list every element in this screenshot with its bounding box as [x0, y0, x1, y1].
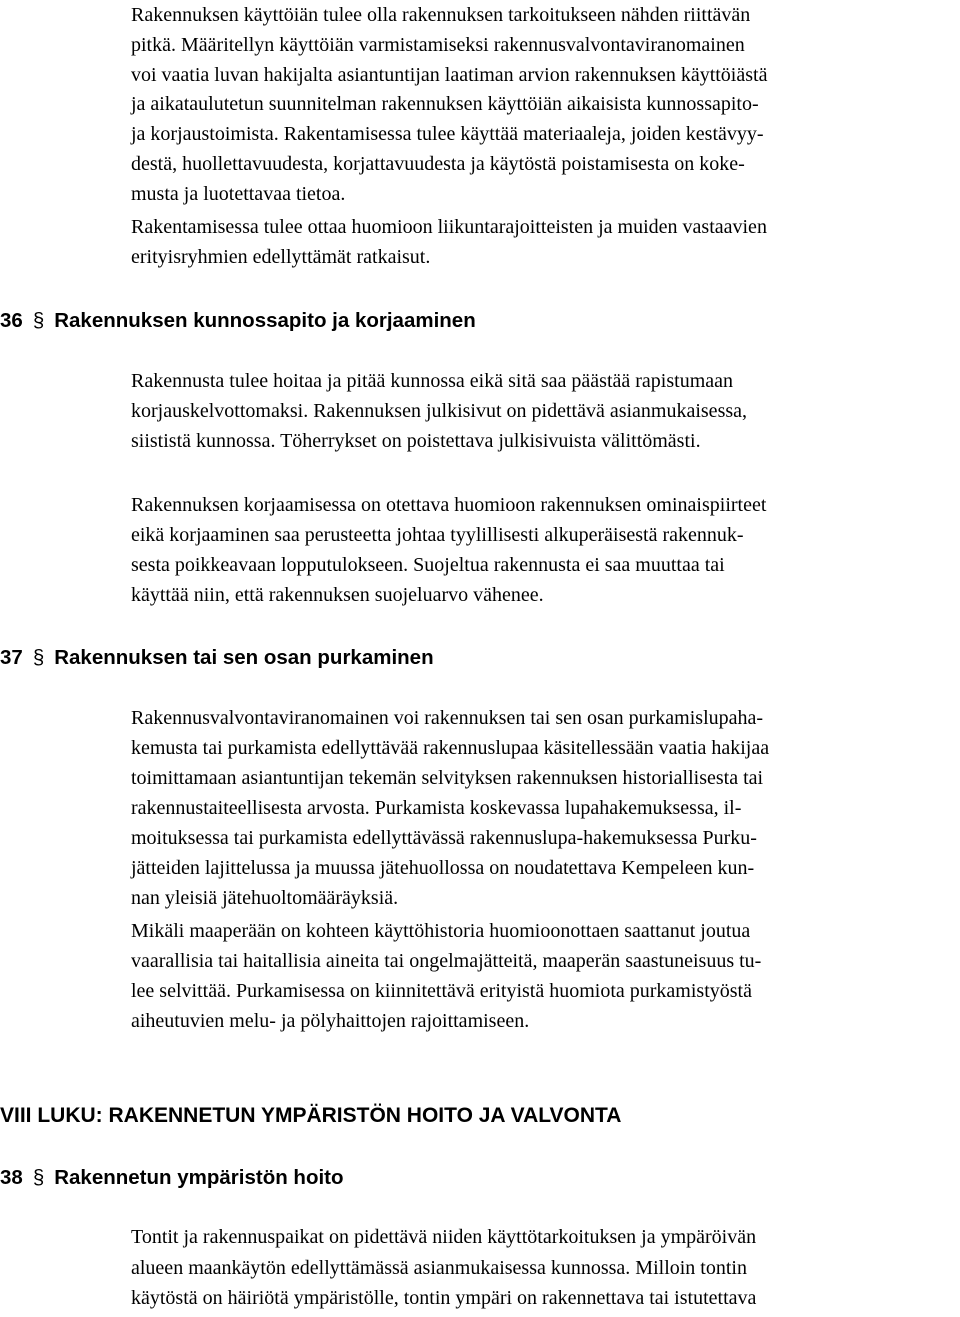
section-number: 36 [0, 309, 23, 332]
text-line: rakennustaiteellisesta arvosta. Purkamista koskevassa lupahakemuksessa, il- [131, 797, 742, 819]
section-symbol: § [32, 646, 45, 669]
section-symbol: § [32, 1166, 45, 1189]
text-line: Tontit ja rakennuspaikat on pidettävä niiden käyttötarkoituksen ja ympäröivän [131, 1226, 757, 1248]
text-line: käytöstä on häiriötä ympäristölle, tontin ympäri on rakennettava tai istutettava [131, 1287, 757, 1309]
text-line: jätteiden lajittelussa ja muussa jätehuollossa on noudatettava Kempeleen kun- [131, 857, 755, 879]
text-line: Rakennuksen käyttöiän tulee olla rakennuksen tarkoitukseen nähden riittävän [131, 4, 751, 26]
text-line: aiheutuvien melu- ja pölyhaittojen rajoittamiseen. [131, 1010, 530, 1032]
section-heading-38 [0, 1163, 344, 1193]
text-line: Rakentamisessa tulee ottaa huomioon liikuntarajoitteisten ja muiden vastaavien [131, 216, 767, 238]
text-line: erityisryhmien edellyttämät ratkaisut. [131, 246, 431, 268]
text-line: Mikäli maaperään on kohteen käyttöhistoria huomioonottaen saattanut joutua [131, 920, 751, 942]
text-line: siististä kunnossa. Töherrykset on poistettava julkisivuista välittömästi. [131, 430, 701, 452]
text-line: vaarallisia tai haitallisia aineita tai ongelmajätteitä, maaperän saastuneisuus tu- [131, 950, 762, 972]
text-line: ja aikataulutetun suunnitelman rakennuksen käyttöiän aikaisista kunnossapito- [131, 93, 759, 115]
text-line: ja korjaustoimista. Rakentamisessa tulee käyttää materiaaleja, joiden kestävyy- [131, 123, 764, 145]
text-line: voi vaatia luvan hakijalta asiantuntijan laatiman arvion rakennuksen käyttöiästä [131, 64, 768, 86]
text-line: destä, huollettavuudesta, korjattavuudesta ja käytöstä poistamisesta on koke- [131, 153, 745, 175]
text-line: moituksessa tai purkamista edellyttävässä rakennuslupa-hakemuksessa Purku- [131, 827, 757, 849]
text-line: sesta poikkeavaan lopputulokseen. Suojeltua rakennusta ei saa muuttaa tai [131, 554, 725, 576]
section-number: 38 [0, 1166, 23, 1189]
chapter-heading: VIII LUKU: RAKENNETUN YMPÄRISTÖN HOITO JA VALVONTA [0, 1104, 622, 1127]
text-line: Rakennusta tulee hoitaa ja pitää kunnossa eikä sitä saa päästää rapistumaan [131, 370, 734, 392]
text-line: Rakennuksen korjaamisessa on otettava huomioon rakennuksen ominaispiirteet [131, 494, 767, 516]
text-line: pitkä. Määritellyn käyttöiän varmistamiseksi rakennusvalvontaviranomainen [131, 34, 745, 56]
section-title: Rakennetun ympäristön hoito [54, 1166, 344, 1189]
text-line: kemusta tai purkamista edellyttävää rakennuslupaa käsitellessään vaatia hakijaa [131, 737, 770, 759]
section-number: 37 [0, 646, 23, 669]
section-heading-36 [0, 306, 476, 336]
section-title: Rakennuksen kunnossapito ja korjaaminen [54, 309, 476, 332]
section-title: Rakennuksen tai sen osan purkaminen [54, 646, 434, 669]
text-line: korjauskelvottomaksi. Rakennuksen julkisivut on pidettävä asianmukaisessa, [131, 400, 748, 422]
text-line: nan yleisiä jätehuoltomääräyksiä. [131, 887, 399, 909]
text-line: toimittamaan asiantuntijan tekemän selvityksen rakennuksen historiallisesta tai [131, 767, 764, 789]
text-line: käyttää niin, että rakennuksen suojeluarvo vähenee. [131, 584, 544, 606]
section-heading-37 [0, 643, 434, 673]
text-line: Rakennusvalvontaviranomainen voi rakennuksen tai sen osan purkamislupaha- [131, 707, 764, 729]
section-symbol: § [32, 309, 45, 332]
text-line: lee selvittää. Purkamisessa on kiinnitettävä erityistä huomiota purkamistyöstä [131, 980, 752, 1002]
text-line: musta ja luotettavaa tietoa. [131, 183, 346, 205]
text-line: eikä korjaaminen saa perusteetta johtaa tyylillisesti alkuperäisestä rakennuk- [131, 524, 744, 546]
text-line: alueen maankäytön edellyttämässä asianmukaisessa kunnossa. Milloin tontin [131, 1257, 747, 1279]
